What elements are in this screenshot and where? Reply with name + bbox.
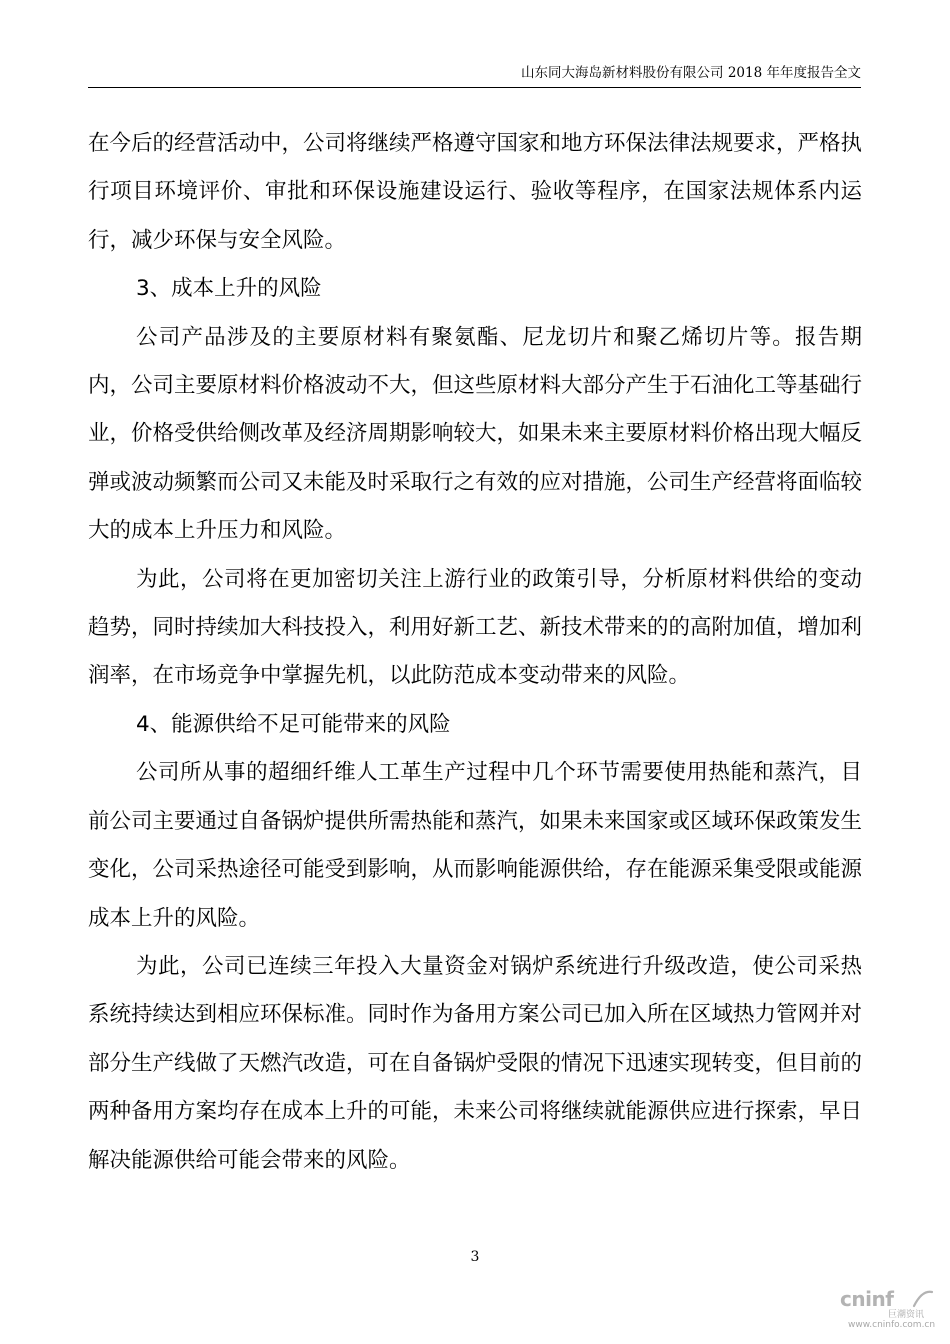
paragraph-environment-compliance: 在今后的经营活动中，公司将继续严格遵守国家和地方环保法律法规要求，严格执行项目环境评价、审批和环保设施建设运行、验收等程序，在国家法规体系内运行，减少环保与安全风险。 (88, 131, 863, 253)
paragraph-cost-risk: 公司产品涉及的主要原材料有聚氨酯、尼龙切片和聚乙烯切片等。报告期内，公司主要原材料价格波动不大，但这些原材料大部分产生于石油化工等基础行业，价格受供给侧改革及经济周期影响较大，如果未来主要原材料价格出现大幅反弹或波动频繁而公司又未能及时采取行之有效的应对措施，公司生产经营将面临较大的成本上升压力和风险。 (88, 324, 863, 544)
watermark-url: www.cninfo.com.cn (848, 1320, 936, 1330)
cninfo-watermark-logo (840, 1288, 940, 1332)
watermark-brand: cninf (840, 1287, 894, 1311)
paragraph-energy-measures: 为此，公司已连续三年投入大量资金对锅炉系统进行升级改造，使公司采热系统持续达到相应环保标准。同时作为备用方案公司已加入所在区域热力管网并对部分生产线做了天燃汽改造，可在自备锅炉受限的情况下迅速实现转变，但目前的两种备用方案均存在成本上升的可能，未来公司将继续就能源供应进行探索，早日解决能源供给可能会带来的风险。 (88, 953, 863, 1173)
watermark-chinese-name: 巨潮资讯 (888, 1310, 925, 1320)
page-number: 3 (470, 1249, 480, 1265)
paragraph-energy-risk: 公司所从事的超细纤维人工革生产过程中几个环节需要使用热能和蒸汽，目前公司主要通过自备锅炉提供所需热能和蒸汽，如果未来国家或区域环保政策发生变化，公司采热途径可能受到影响，从而影响能源供给，存在能源采集受限或能源成本上升的风险。 (88, 760, 863, 931)
section-heading-energy-risk: 4、能源供给不足可能带来的风险 (136, 711, 451, 737)
paragraph-cost-measures: 为此，公司将在更加密切关注上游行业的政策引导，分析原材料供给的变动趋势，同时持续加大科技投入，利用好新工艺、新技术带来的的高附加值，增加利润率，在市场竞争中掌握先机，以此防范成本变动带来的风险。 (88, 566, 863, 689)
section-heading-cost-risk: 3、成本上升的风险 (136, 276, 322, 302)
logo-swoosh-icon (912, 1288, 934, 1310)
header-divider (88, 87, 861, 88)
body-text (88, 120, 862, 1185)
running-header: 山东同大海岛新材料股份有限公司 2018 年年度报告全文 (521, 65, 861, 81)
